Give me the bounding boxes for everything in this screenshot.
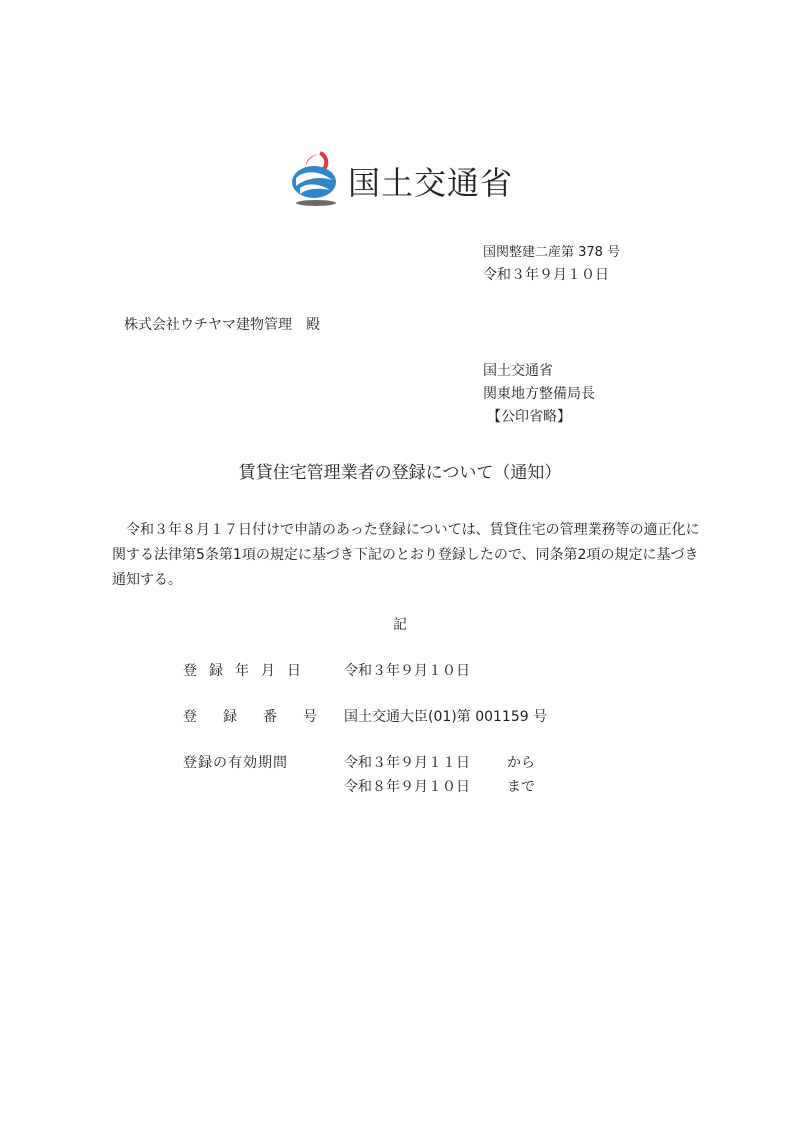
- validity-to: 令和８年９月１０日: [344, 779, 470, 795]
- validity-from: 令和３年９月１１日: [344, 755, 470, 771]
- validity-to-suffix: まで: [507, 779, 535, 795]
- sender-title: 関東地方整備局長: [483, 386, 595, 402]
- addressee: 株式会社ウチヤマ建物管理 殿: [124, 317, 320, 333]
- document-number: 国関整建二産第 378 号: [483, 245, 621, 260]
- sender-org: 国土交通省: [483, 363, 553, 379]
- reg-date-label: 登録年月日: [183, 663, 313, 679]
- reg-date-value: 令和３年９月１０日: [344, 663, 470, 679]
- reg-number-label: 登録番号: [183, 709, 343, 725]
- validity-from-suffix: から: [507, 755, 535, 771]
- document-date: 令和３年９月１０日: [483, 267, 609, 283]
- document-title: 賃貸住宅管理業者の登録について（通知）: [238, 463, 562, 483]
- mlit-logo: [290, 148, 520, 212]
- mlit-emblem-icon: [290, 148, 340, 208]
- logo-wordmark: 国土交通省: [348, 164, 514, 202]
- validity-label: 登録の有効期間: [183, 755, 288, 771]
- reg-number-value: 国土交通大臣(01)第 001159 号: [344, 709, 548, 725]
- ki-heading: 記: [393, 617, 407, 633]
- body-line: 令和３年８月１７日付けで申請のあった登録については、賃貸住宅の管理業務等の適正化に: [126, 522, 700, 538]
- body-line: 通知する。: [112, 572, 182, 588]
- body-paragraph: [112, 518, 700, 593]
- seal-omitted-note: 【公印省略】: [487, 409, 571, 425]
- body-line: 関する法律第5条第1項の規定に基づき下記のとおり登録したので、同条第2項の規定に基づき: [112, 547, 699, 563]
